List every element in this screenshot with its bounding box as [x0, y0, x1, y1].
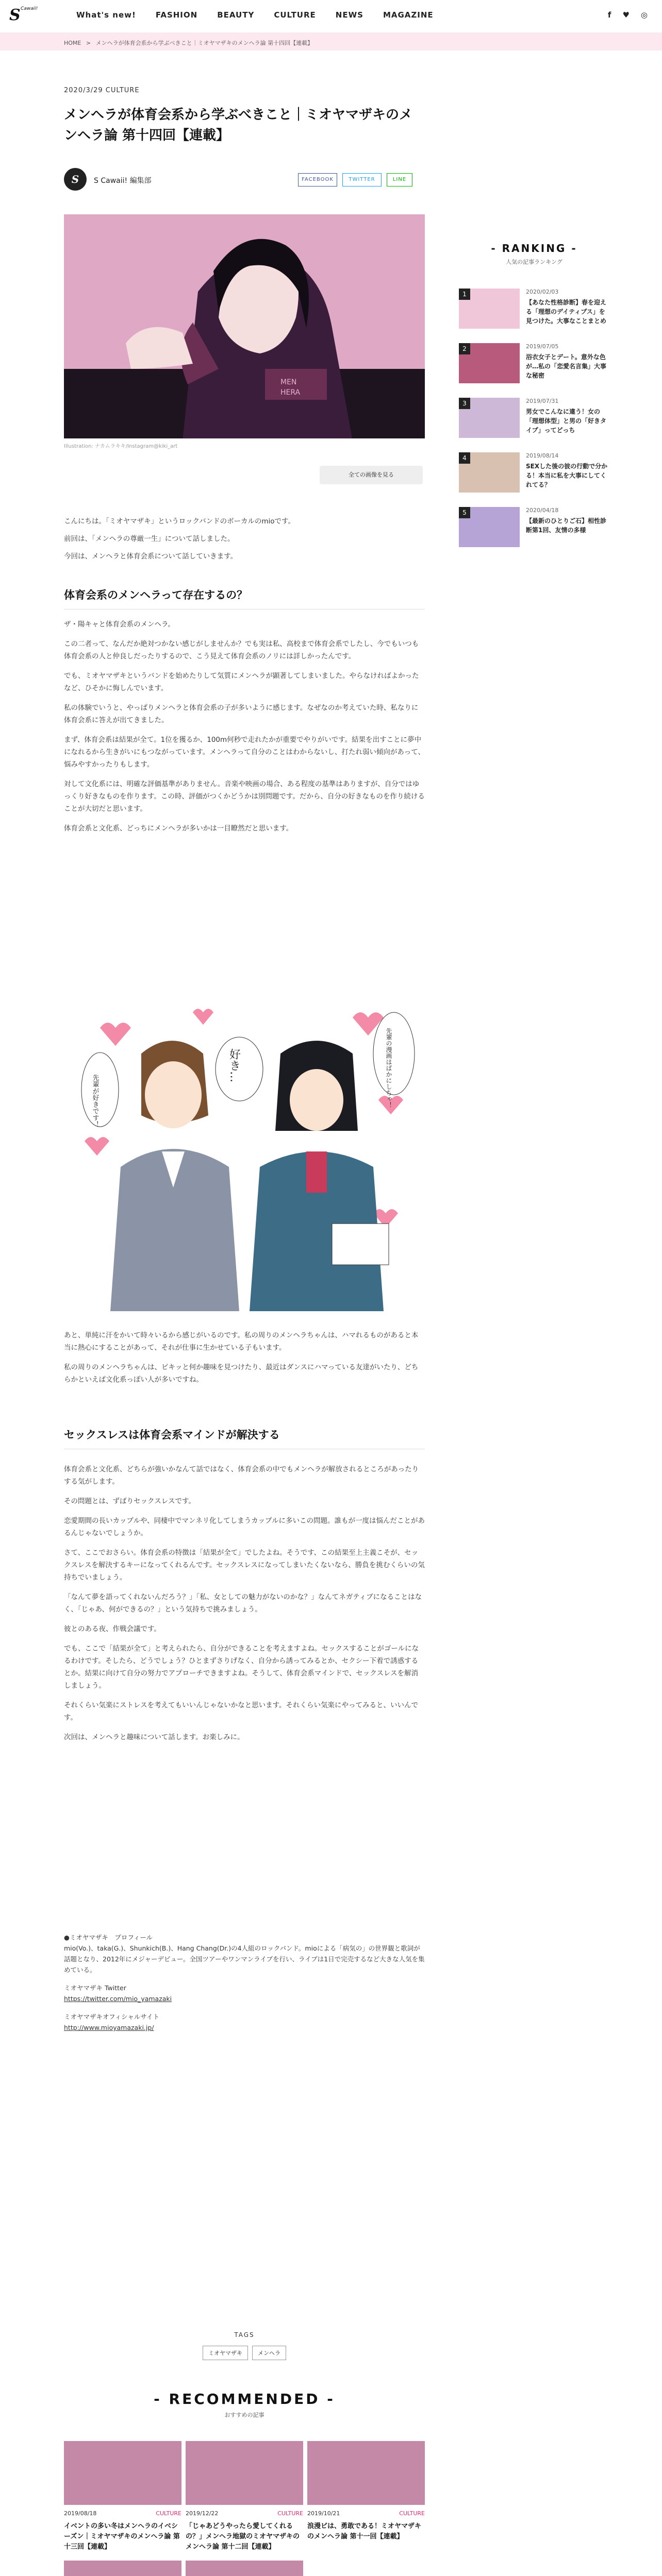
tag-link[interactable]: ミオヤマザキ	[203, 2346, 248, 2360]
ranking-sidebar	[459, 242, 609, 534]
ranking-item[interactable]: 4 2019/08/14 SEXした後の彼の行動で分かる！本当に私を大事にしてくれてる？	[459, 452, 609, 502]
svg-text:MEN: MEN	[280, 378, 297, 386]
ranking-item[interactable]: 1 2020/02/03 【あなた性格診断】春を迎える「理想のデイティプス」を見つけた。大事なことまとめ	[459, 289, 609, 338]
official-site-link[interactable]: http://www.mioyamazaki.jp/	[64, 2024, 154, 2031]
speech-center: 好き…	[227, 1048, 241, 1082]
intro-text: こんにちは。「ミオヤマザキ」というロックバンドのボーカルのmioです。 前回は、「メンヘラの尊厳一生」について話しました。 今回は、メンヘラと体育会系について話していきます。	[64, 517, 295, 561]
svg-text:HERA: HERA	[280, 388, 301, 397]
avatar[interactable]: S	[64, 168, 87, 191]
recommended-card[interactable]	[186, 2561, 303, 2576]
hero-caption: Illustration: ナカムラキキ/Instagram@kiki_art	[64, 444, 178, 449]
twitter-icon[interactable]: ♥	[622, 10, 630, 20]
share-facebook-button[interactable]: FACEBOOK	[298, 173, 337, 187]
speech-right: 先輩の漫画はばかにしちゃ！	[385, 1028, 392, 1108]
recommended-title: - RECOMMENDED -	[154, 2391, 335, 2408]
article-title: メンヘラが体育会系から学ぶべきこと｜ミオヤマザキのメンヘラ論 第十四回【連載】	[64, 107, 413, 143]
site-logo[interactable]: S Cawaii!	[9, 6, 38, 24]
article-meta: 2020/3/29 CULTURE	[64, 87, 140, 94]
ranking-item[interactable]: 5 2020/04/18 【最新のひとりご石】相性診断第1回、友情の多様	[459, 507, 609, 556]
breadcrumb	[0, 33, 662, 50]
recommended-card[interactable]: 2019/08/18 CULTURE イベントの多い冬はメンヘラのイベシーズン｜ミオヤマザキのメンヘラ論 第十三回【連載】	[64, 2441, 181, 2552]
recommended-header	[64, 2391, 425, 2419]
ranking-title: - RANKING -	[491, 242, 577, 255]
ranking-item[interactable]: 2 2019/07/05 浴衣女子とデート。意外な色が…私の「恋愛名言集」大事な秘密	[459, 343, 609, 393]
share-line-button[interactable]: LINE	[387, 173, 412, 187]
couple-illustration[interactable]	[64, 997, 425, 1311]
hero-illustration-art	[64, 214, 425, 438]
ranking-item[interactable]: 3 2019/07/31 男女でこんなに違う！女の「理想体型」と男の「好きタイプ」ってどっち	[459, 398, 609, 447]
band-profile: ●ミオヤマザキ プロフィール mio(Vo.)、taka(G.)、Shunkich(B.)、Hang Chang(Dr.)の4人組のロックバンド。mioによる「病気の」の世界観と歌詞が話題となり、2012年にメジャーデビュー。全国ツアーやワンマンライブを行い、ライブは1日で完売するなど大きな人気を集めている。 ミオヤマザキ Twitter https://twitter.com/mio_yamazaki ミオヤマザキオフィシャルサイト http://www.mioyamazaki.jp/	[64, 1932, 425, 2033]
section-2-body: 体育会系と文化系、どちらが強いかなんて話ではなく、体育会系の中でもメンヘラが解放されるところがあったりする気がします。 その問題とは、ずばりセックスレスです。 恋愛期間の長いカップルや、同棲中でマンネリ化してしまうカップルに多いこの問題。誰もが一度は悩んだことがあるんじゃないでしょうか。 さて、ここでおさらい。体育会系の特徴は「結果が全て」でしたよね。そうです、この結果至上主義こそが、セックスレスを解決するキーになってくれるんです。セックスレスになってしまいたくないなら、勝負を挑むくらいの気持ちでいましょう。 「なんて夢を語ってくれないんだろう？」「私、女としての魅力がないのかな？」なんてネガティブになることはなく、「じゃあ、何ができるの？」という気持ちで挑みましょう。 彼とのある夜、作戦会議です。 でも、ここで「結果が全て」と考えられたら、自分ができることを考えますよね。セックスすることがゴールになるわけです。そしたら、どうでしょう？ひとまずさりげなく、自分から誘ってみるとか、セクシー下着で誘惑するとか。結果に向けて自分の努力でアプローチできますよね。そうして、体育会系マインドで、セックスレスを解消しましょう。 それくらい気楽にストレスを考えてもいいんじゃないかなと思います。それくらい気楽にやってみると、いいんです。 次回は、メンヘラと趣味について話します。お楽しみに。	[64, 1465, 425, 1741]
facebook-icon[interactable]: f	[607, 10, 611, 20]
recommended-card[interactable]: 2019/12/22 CULTURE 「じゃあどうやったら愛してくれるの？」メンヘラ地獄のミオヤマザキのメンヘラ論 第十二回【連載】	[186, 2441, 303, 2552]
view-all-images-button[interactable]: 全ての画像を見る	[320, 466, 423, 484]
section-1-body: ザ・陽キャと体育会系のメンヘラ。 この二者って、なんだか絶対つかない感じがしませんか？でも実は私、高校まで体育会系でしたし、今でもいつも体育会系の人と仲良しだったりするので、こう見えて体育会系のノリには詳しかったんです。 でも、ミオヤマザキというバンドを始めたりして気質にメンヘラが顕著してしまいました。やらなければよかったなど、ひそかに悔しんでいます。 私の体験でいうと、やっぱりメンヘラと体育会系の子が多いように感じます。なぜなのか考えていた時、私なりに体育会系に答えが出てきました。 まず、体育会系は結果が全て。1位を獲るか、100m何秒で走れたかが重要でやりがいです。結果を出すことに夢中になれるから生きがいにもつながっています。メンヘラって自分のことはわからないし、打たれ弱い傾向があって、悩みやすかったりもします。 対して文化系には、明確な評価基準がありません。音楽や映画の場合、ある程度の基準はありますが、自分ではゆっくり好きなものを作ります。この時、評価がつくかどうかは別問題です。だから、自分の好きなものを作り続けることが大切だと思います。 体育会系と文化系、どっちにメンヘラが多いかは一目瞭然だと思います。	[64, 620, 425, 833]
section-1-outro: あと、単純に汗をかいて時々いるから感じがいるのです。私の周りのメンヘラちゃんは、ハマれるものがあると本当に熱心にすることがあって、それが仕事に生かせている子もいます。 私の周りのメンヘラちゃんは、ビキッと何か趣味を見つけたり、最近はダンスにハマっている友達がいたり、どちらかといえば文化系っぽい人が多いですね。	[64, 1331, 419, 1384]
author-row	[64, 168, 425, 191]
recommended-card[interactable]	[64, 2561, 181, 2576]
tag-link[interactable]: メンヘラ	[252, 2346, 286, 2360]
site-header	[0, 0, 662, 33]
breadcrumb-sep: >	[86, 40, 91, 46]
nav-news[interactable]: NEWS	[335, 10, 363, 20]
twitter-link[interactable]: https://twitter.com/mio_yamazaki	[64, 1995, 172, 2003]
hero-illustration[interactable]	[64, 214, 425, 438]
nav-magazine[interactable]: MAGAZINE	[383, 10, 434, 20]
tags-label: TAGS	[234, 2331, 255, 2338]
breadcrumb-home[interactable]: HOME	[64, 40, 81, 46]
social-links	[608, 10, 648, 20]
nav-whats-new[interactable]: What's new!	[76, 10, 136, 20]
nav-beauty[interactable]: BEAUTY	[217, 10, 255, 20]
instagram-icon[interactable]: ◎	[640, 10, 648, 20]
recommended-subtitle: おすすめの記事	[224, 2412, 264, 2418]
speech-left: 先輩が好きです！	[91, 1074, 99, 1128]
tags-section	[64, 2331, 425, 2360]
breadcrumb-current: メンヘラが体育会系から学ぶべきこと｜ミオヤマザキのメンヘラ論 第十四回【連載】	[95, 40, 313, 46]
nav-culture[interactable]: CULTURE	[274, 10, 316, 20]
section-heading-1: 体育会系のメンヘラって存在するの？	[64, 587, 425, 609]
recommended-card[interactable]: 2019/10/21 CULTURE 浪漫ビは、勇敢である！ミオヤマザキのメンヘラ論 第十一回【連載】	[307, 2441, 425, 2542]
author-name[interactable]: S Cawaii! 編集部	[94, 177, 152, 185]
ranking-subtitle: 人気の記事ランキング	[506, 259, 562, 265]
couple-illustration-art	[64, 997, 425, 1311]
share-twitter-button[interactable]: TWITTER	[342, 173, 382, 187]
nav-fashion[interactable]: FASHION	[155, 10, 198, 20]
main-nav	[76, 10, 434, 20]
section-heading-2: セックスレスは体育会系マインドが解決する	[64, 1427, 425, 1449]
